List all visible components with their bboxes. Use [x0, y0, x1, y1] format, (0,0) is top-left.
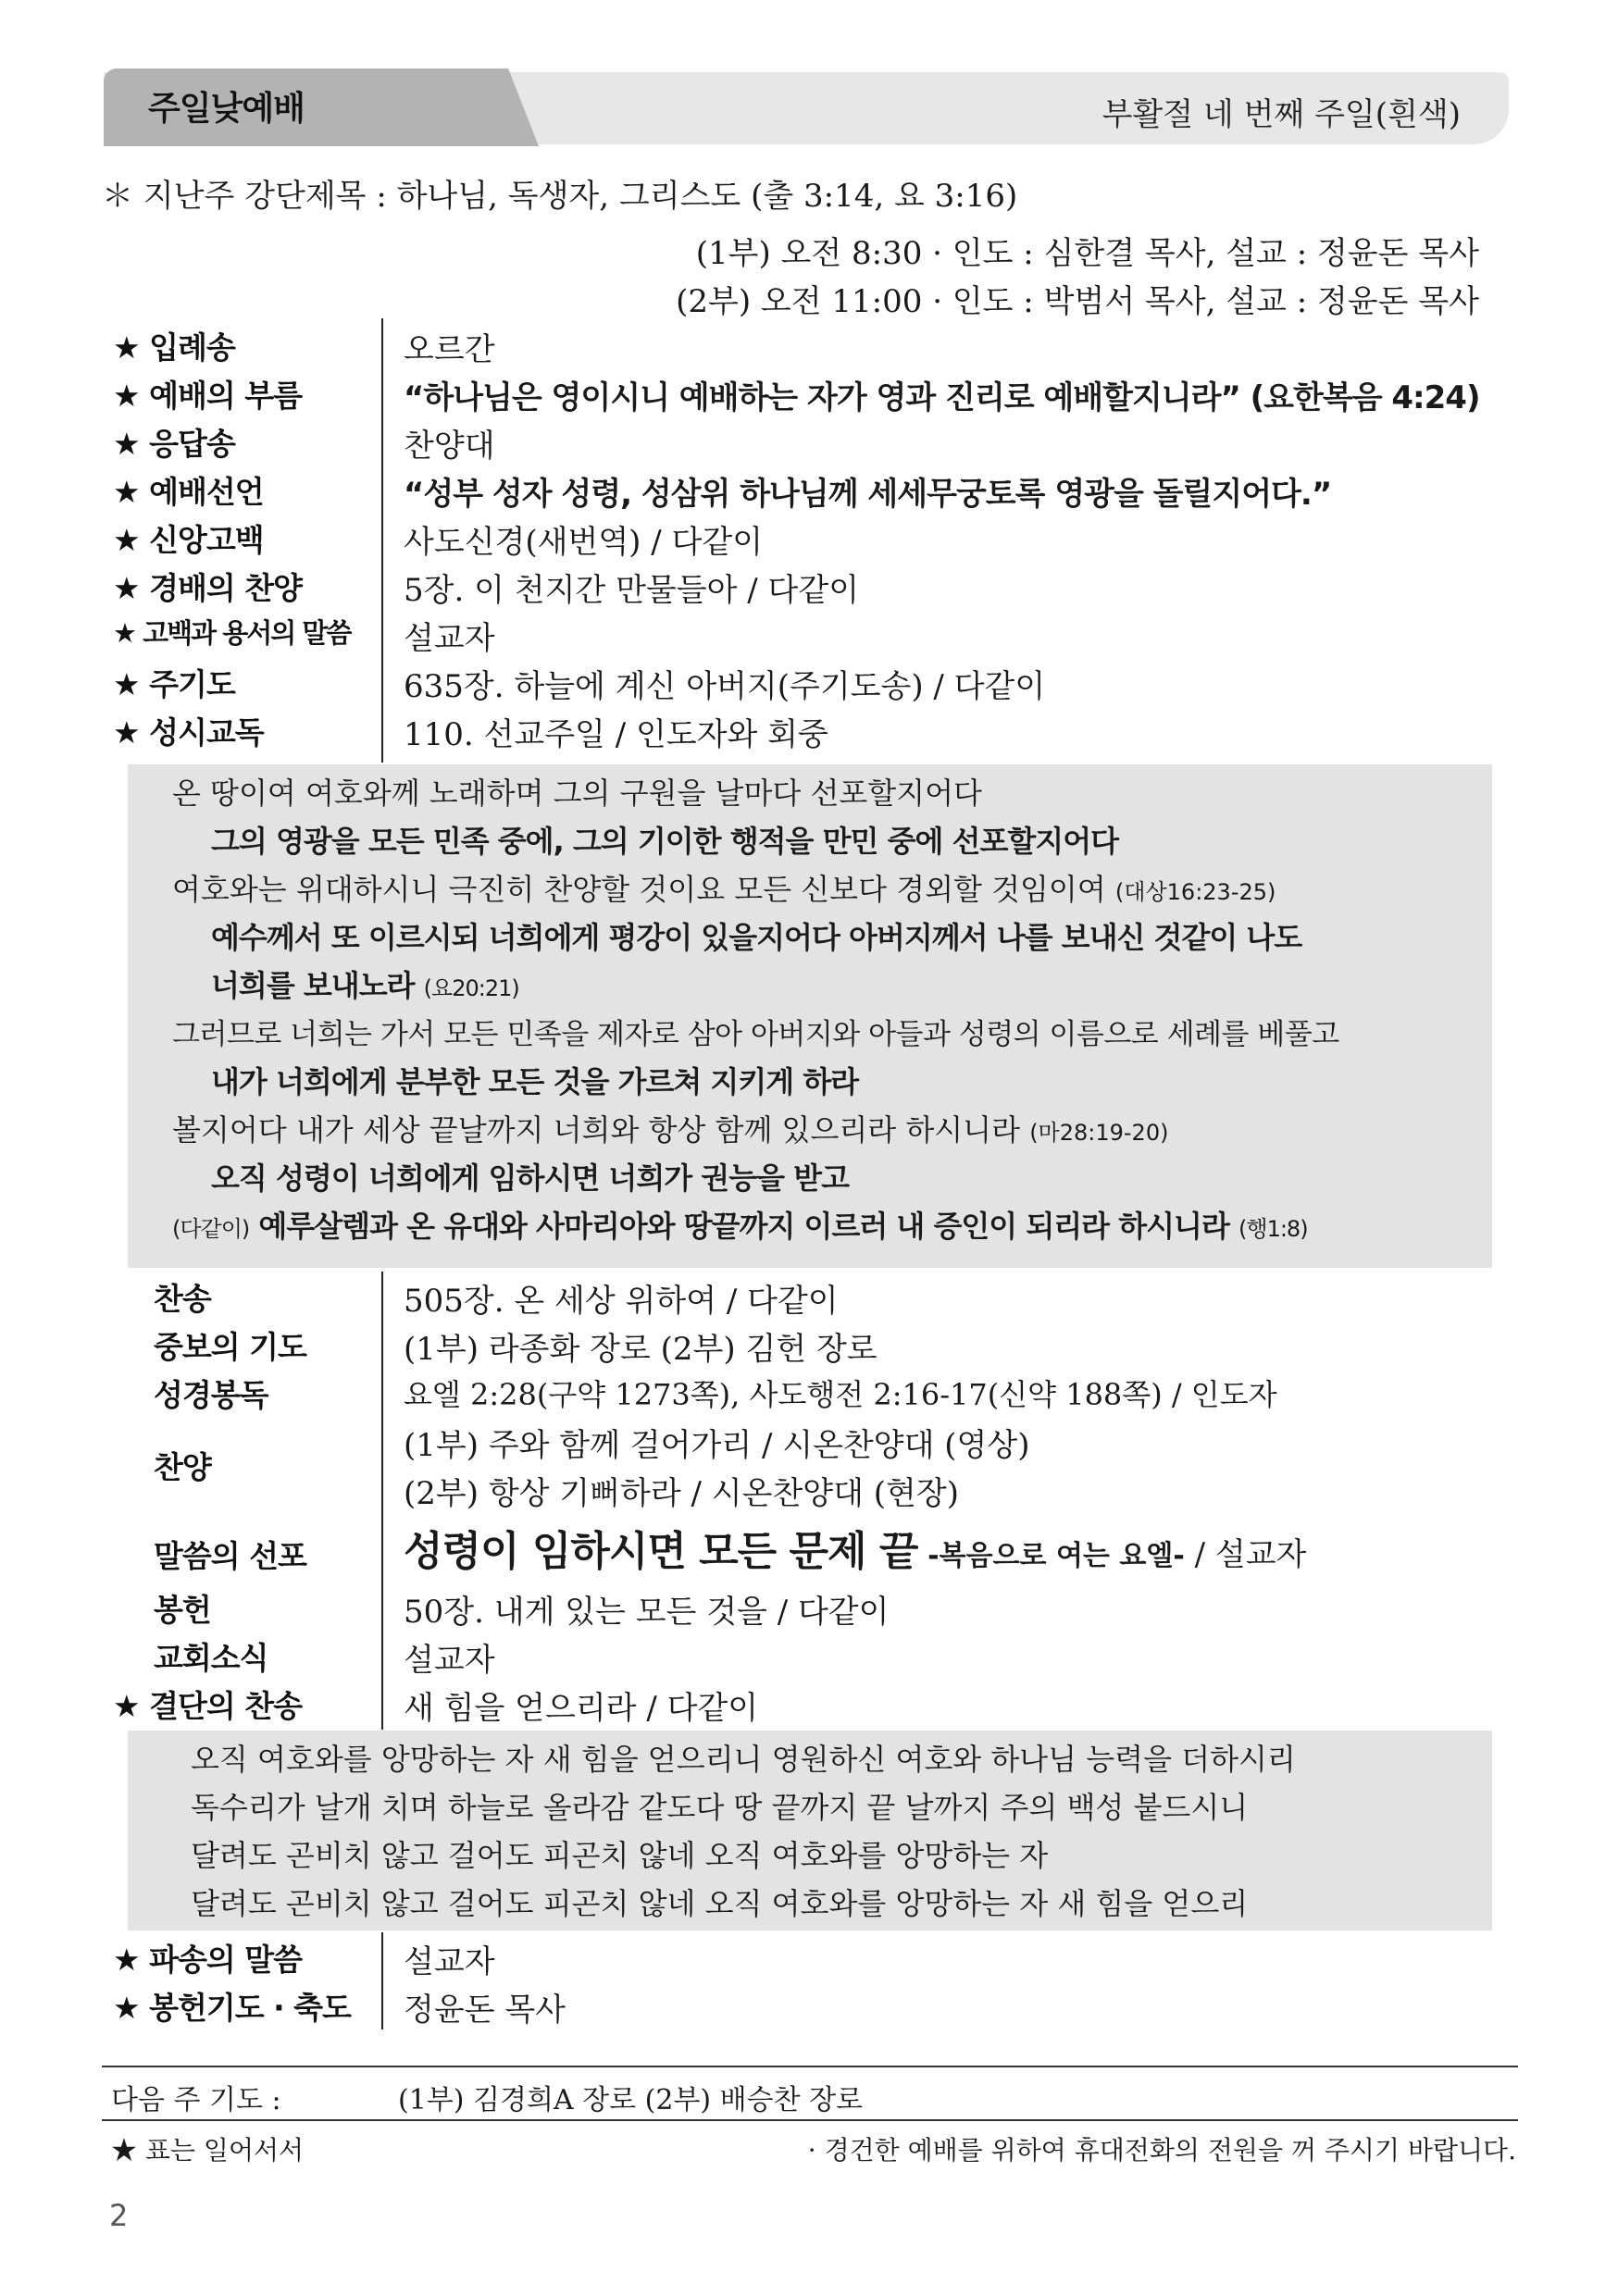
order-value: 635장. 하늘에 계신 아버지(주기도송) / 다같이 — [404, 668, 1046, 705]
order-label: ★ 예배선언 — [113, 474, 264, 510]
order-row — [0, 1275, 1618, 1323]
order-value: (2부) 항상 기뻐하라 / 시온찬양대 (현장) — [404, 1475, 959, 1512]
order-value: 설교자 — [404, 620, 495, 657]
order-label: 찬송 — [154, 1281, 211, 1317]
order-value: 설교자 — [404, 1642, 495, 1679]
reading-line: 너희를 보내노라 (요20:21) — [211, 968, 519, 1003]
footer-left: ★ 표는 일어서서 — [111, 2135, 305, 2166]
order-value: 정윤돈 목사 — [404, 1992, 566, 2029]
section-title: 주일낮예배 — [148, 90, 305, 128]
order-label: ★ 입례송 — [113, 329, 235, 366]
order-value: 110. 선교주일 / 인도자와 회중 — [404, 716, 828, 753]
reading-line: 볼지어다 내가 세상 끝날까지 너희와 항상 함께 있으리라 하시니라 (마28:19-20) — [172, 1112, 1169, 1148]
order-row — [0, 1682, 1618, 1731]
order-label: ★ 결단의 찬송 — [113, 1688, 302, 1724]
order-label: ★ 파송의 말씀 — [113, 1942, 302, 1978]
reading-line: 온 땅이여 여호와께 노래하며 그의 구원을 날마다 선포할지어다 — [172, 776, 982, 811]
sermon-preacher: / 설교자 — [1194, 1536, 1307, 1573]
reading-line: 그의 영광을 모든 민족 중에, 그의 기이한 행적을 만민 중에 선포할지어다 — [211, 824, 1119, 859]
reading-line: 예수께서 또 이르시되 너희에게 평강이 있을지어다 아버지께서 나를 보내신 것같이 나도 — [211, 920, 1302, 955]
order-value: 새 힘을 얻으리라 / 다같이 — [404, 1690, 759, 1727]
order-label: ★ 주기도 — [113, 666, 235, 702]
order-row — [0, 1936, 1618, 1984]
divider — [102, 2066, 1518, 2067]
order-row — [0, 1586, 1618, 1634]
order-row — [0, 613, 1618, 661]
order-label: 봉헌 — [154, 1592, 211, 1628]
service-1-info: (1부) 오전 8:30 · 인도 : 심한결 목사, 설교 : 정윤돈 목사 — [695, 235, 1479, 272]
occasion-label: 부활절 네 번째 주일(흰색) — [1101, 96, 1461, 133]
order-label: ★ 고백과 용서의 말씀 — [113, 617, 351, 649]
order-row — [0, 565, 1618, 613]
order-row — [0, 709, 1618, 757]
order-row — [0, 324, 1618, 372]
page-number: 2 — [109, 2198, 129, 2233]
order-row — [0, 1518, 1618, 1584]
order-value: 요엘 2:28(구약 1273쪽), 사도행전 2:16-17(신약 188쪽) / 인도자 — [404, 1377, 1277, 1412]
footer-right: · 경건한 예배를 위하여 휴대전화의 전원을 꺼 주시기 바랍니다. — [807, 2135, 1516, 2166]
reading-line: (다같이) 예루살렘과 온 유대와 사마리아와 땅끝까지 이르러 내 증인이 되리라 하시니라 (행1:8) — [172, 1209, 1308, 1244]
sermon-title: 성령이 임하시면 모든 문제 끝 — [404, 1528, 918, 1575]
reading-line: 여호와는 위대하시니 극진히 찬양할 것이요 모든 신보다 경외할 것임이여 (대상16:23-25) — [172, 872, 1276, 907]
lyric-line: 독수리가 날개 치며 하늘로 올라감 같도다 땅 끝까지 끝 날까지 주의 백성 붙드시니 — [191, 1790, 1249, 1825]
reading-line: 그러므로 너희는 가서 모든 민족을 제자로 삼아 아버지와 아들과 성령의 이름으로 세례를 베풀고 — [172, 1018, 1339, 1051]
reading-line: 오직 성령이 너희에게 임하시면 너희가 권능을 받고 — [211, 1160, 849, 1196]
next-week-value: (1부) 김경희A 장로 (2부) 배승찬 장로 — [398, 2084, 864, 2116]
order-label: ★ 응답송 — [113, 426, 235, 462]
order-value: 사도신경(새번역) / 다같이 — [404, 524, 764, 561]
order-value: 505장. 온 세상 위하여 / 다같이 — [404, 1283, 839, 1320]
order-value: (1부) 라종화 장로 (2부) 김헌 장로 — [404, 1331, 877, 1368]
order-row — [0, 1323, 1618, 1371]
order-row — [0, 661, 1618, 709]
order-row — [0, 516, 1618, 565]
order-value: 오르간 — [404, 331, 495, 368]
reading-line: 내가 너희에게 분부한 모든 것을 가르쳐 지키게 하라 — [211, 1064, 859, 1099]
lyric-line: 오직 여호와를 앙망하는 자 새 힘을 얻으리니 영원하신 여호와 하나님 능력을 더하시리 — [191, 1742, 1296, 1777]
order-row — [0, 372, 1618, 420]
next-week-label: 다음 주 기도 : — [111, 2084, 281, 2116]
service-2-info: (2부) 오전 11:00 · 인도 : 박범서 목사, 설교 : 정윤돈 목사 — [676, 283, 1479, 320]
order-value: 찬양대 — [404, 428, 495, 465]
sermon-subtitle: -복음으로 여는 요엘- — [927, 1540, 1185, 1572]
order-label: ★ 봉헌기도 · 축도 — [113, 1990, 351, 2026]
order-value: 50장. 내게 있는 모든 것을 / 다같이 — [404, 1594, 890, 1631]
order-row — [0, 420, 1618, 468]
order-label: 중보의 기도 — [154, 1329, 306, 1365]
order-row — [0, 1984, 1618, 2032]
order-value: (1부) 주와 함께 걸어가리 / 시온찬양대 (영상) — [404, 1427, 1030, 1464]
lyric-line: 달려도 곤비치 않고 걸어도 피곤치 않네 오직 여호와를 앙망하는 자 — [191, 1838, 1049, 1873]
sermon-line — [404, 1518, 1306, 1577]
order-label: ★ 성시교독 — [113, 714, 264, 751]
order-label: ★ 경배의 찬양 — [113, 570, 302, 606]
last-week-sermon: ＊ 지난주 강단제목 : 하나님, 독생자, 그리스도 (출 3:14, 요 3:16) — [102, 178, 1018, 215]
order-label: 교회소식 — [154, 1640, 268, 1676]
order-row — [0, 1420, 1618, 1516]
order-value: “하나님은 영이시니 예배하는 자가 영과 진리로 예배할지니라” (요한복음 4:24) — [404, 379, 1480, 416]
order-value: 5장. 이 천지간 만물들아 / 다같이 — [404, 572, 860, 609]
order-row — [0, 468, 1618, 516]
order-label: ★ 예배의 부름 — [113, 378, 302, 414]
order-value: 설교자 — [404, 1943, 495, 1980]
order-row — [0, 1371, 1618, 1420]
order-label: 성경봉독 — [154, 1377, 268, 1413]
lyric-line: 달려도 곤비치 않고 걸어도 피곤치 않네 오직 여호와를 앙망하는 자 새 힘을 얻으리 — [191, 1886, 1249, 1921]
order-label: ★ 신앙고백 — [113, 522, 264, 558]
order-label: 찬양 — [154, 1449, 211, 1485]
order-label: 말씀의 선포 — [154, 1538, 306, 1574]
order-value: “성부 성자 성령, 성삼위 하나님께 세세무궁토록 영광을 돌릴지어다.” — [404, 476, 1332, 513]
divider — [102, 2119, 1518, 2121]
order-row — [0, 1634, 1618, 1682]
